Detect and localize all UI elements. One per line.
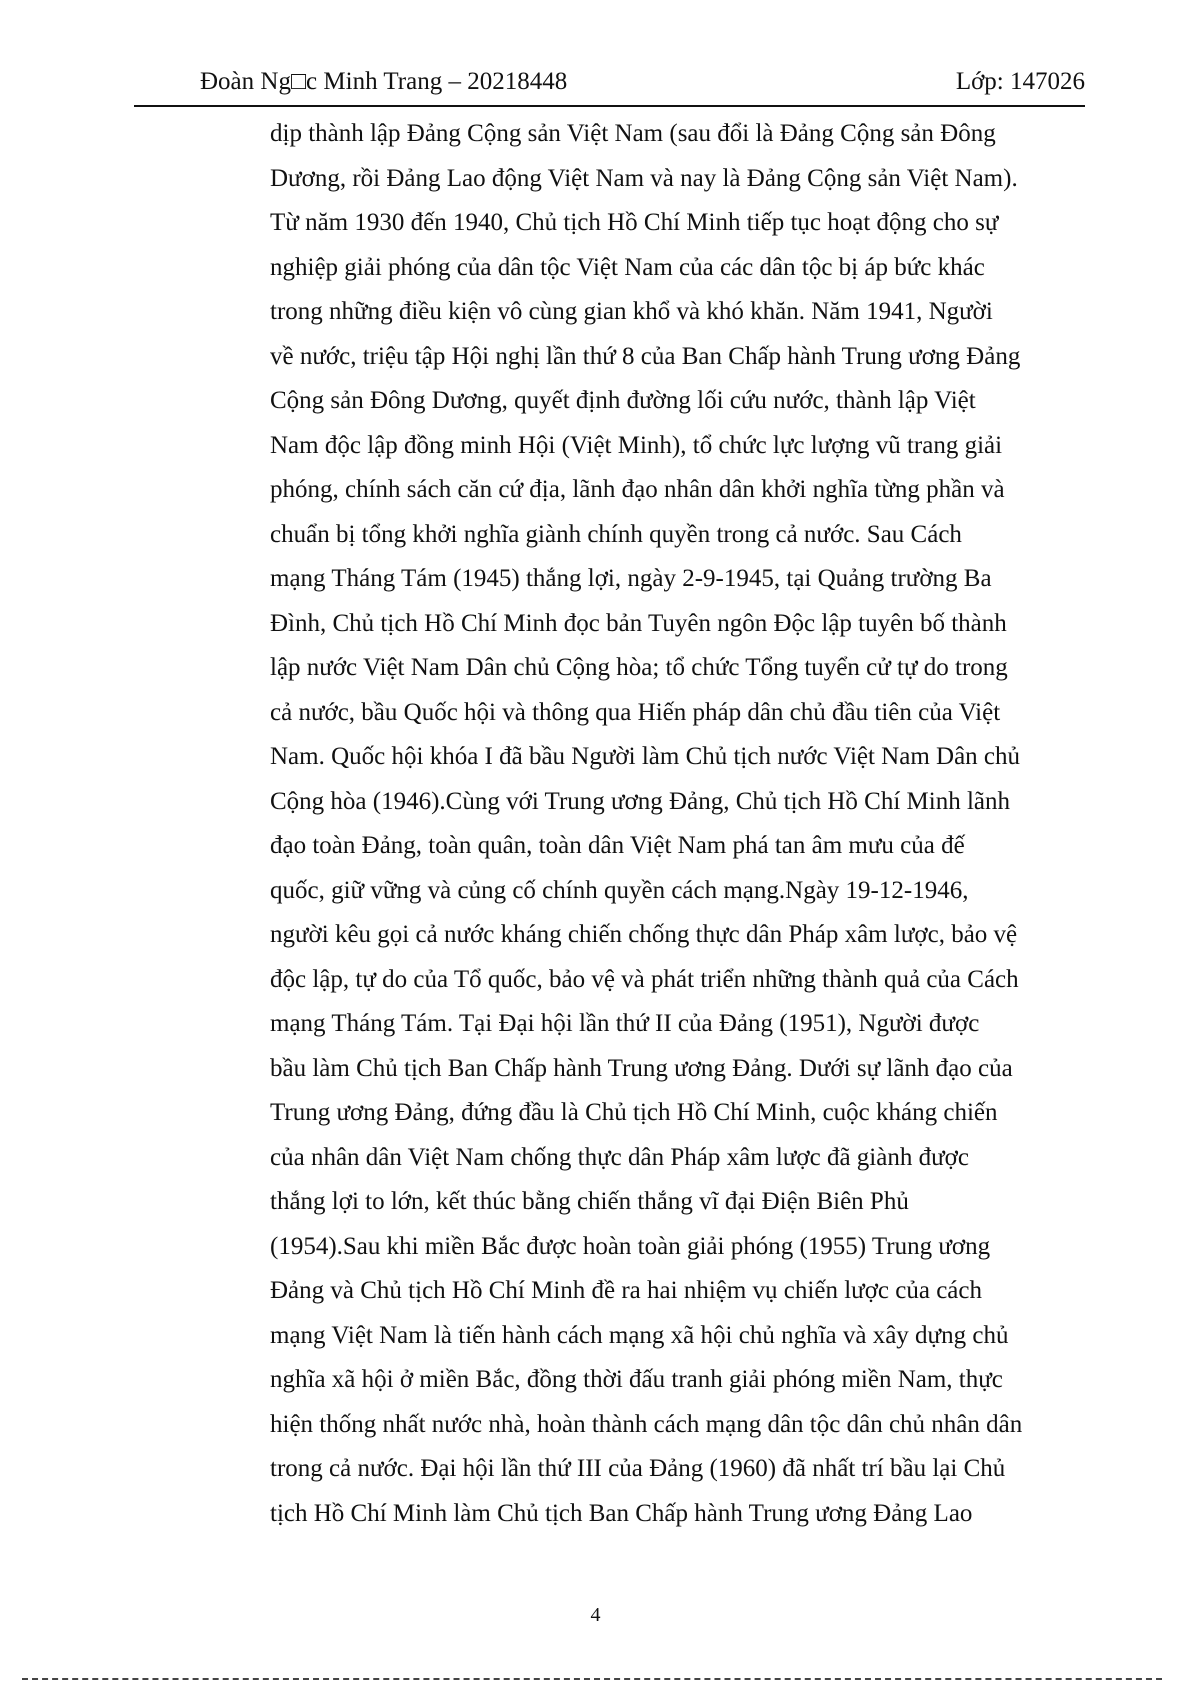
text-line: Cộng sản Đông Dương, quyết định đường lối cứu nước, thành lập Việt <box>270 387 976 414</box>
header-author: Đoàn Ng□c Minh Trang – 20218448 <box>200 68 568 95</box>
text-line: về nước, triệu tập Hội nghị lần thứ 8 của Ban Chấp hành Trung ương Đảng <box>270 342 1021 370</box>
text-line: Cộng hòa (1946).Cùng với Trung ương Đảng, Chủ tịch Hồ Chí Minh lãnh <box>270 787 1011 815</box>
text-line: phóng, chính sách căn cứ địa, lãnh đạo nhân dân khởi nghĩa từng phần và <box>270 476 1005 503</box>
text-line: thắng lợi to lớn, kết thúc bằng chiến thắng vĩ đại Điện Biên Phủ <box>270 1188 909 1215</box>
text-line: Từ năm 1930 đến 1940, Chủ tịch Hồ Chí Minh tiếp tục hoạt động cho sự <box>270 209 999 236</box>
text-line: trong những điều kiện vô cùng gian khổ và khó khăn. Năm 1941, Người <box>270 298 993 325</box>
text-line: Dương, rồi Đảng Lao động Việt Nam và nay là Đảng Cộng sản Việt Nam). <box>270 164 1018 192</box>
text-line: Đình, Chủ tịch Hồ Chí Minh đọc bản Tuyên ngôn Độc lập tuyên bố thành <box>270 609 1007 637</box>
page-header <box>134 63 1085 107</box>
text-line: dịp thành lập Đảng Cộng sản Việt Nam (sau đổi là Đảng Cộng sản Đông <box>270 120 996 147</box>
text-line: (1954).Sau khi miền Bắc được hoàn toàn giải phóng (1955) Trung ương <box>270 1232 991 1260</box>
text-line: chuẩn bị tổng khởi nghĩa giành chính quyền trong cả nước. Sau Cách <box>270 520 962 548</box>
body-text <box>270 112 1060 1536</box>
text-line: tịch Hồ Chí Minh làm Chủ tịch Ban Chấp hành Trung ương Đảng Lao <box>270 1499 973 1527</box>
text-line: mạng Việt Nam là tiến hành cách mạng xã hội chủ nghĩa và xây dựng chủ <box>270 1321 1009 1349</box>
text-line: quốc, giữ vững và củng cố chính quyền cách mạng.Ngày 19-12-1946, <box>270 876 969 904</box>
text-line: Trung ương Đảng, đứng đầu là Chủ tịch Hồ Chí Minh, cuộc kháng chiến <box>270 1099 998 1126</box>
text-line: cả nước, bầu Quốc hội và thông qua Hiến pháp dân chủ đầu tiên của Việt <box>270 698 1001 726</box>
page-number: 4 <box>590 1604 601 1626</box>
text-line: mạng Tháng Tám. Tại Đại hội lần thứ II của Đảng (1951), Người được <box>270 1010 980 1037</box>
text-line: Nam. Quốc hội khóa I đã bầu Người làm Chủ tịch nước Việt Nam Dân chủ <box>270 743 1021 770</box>
text-line: trong cả nước. Đại hội lần thứ III của Đảng (1960) đã nhất trí bầu lại Chủ <box>270 1455 1006 1482</box>
header-class: Lớp: 147026 <box>955 68 1085 95</box>
text-line: hiện thống nhất nước nhà, hoàn thành cách mạng dân tộc dân chủ nhân dân <box>270 1410 1023 1438</box>
text-line: mạng Tháng Tám (1945) thắng lợi, ngày 2-9-1945, tại Quảng trường Ba <box>270 565 992 592</box>
text-line: người kêu gọi cả nước kháng chiến chống thực dân Pháp xâm lược, bảo vệ <box>270 921 1018 948</box>
text-line: Đảng và Chủ tịch Hồ Chí Minh đề ra hai nhiệm vụ chiến lược của cách <box>270 1277 982 1304</box>
text-line: nghĩa xã hội ở miền Bắc, đồng thời đấu tranh giải phóng miền Nam, thực <box>270 1366 1003 1393</box>
text-line: lập nước Việt Nam Dân chủ Cộng hòa; tổ chức Tổng tuyển cử tự do trong <box>270 654 1008 681</box>
text-line: Nam độc lập đồng minh Hội (Việt Minh), tổ chức lực lượng vũ trang giải <box>270 431 1003 459</box>
text-line: độc lập, tự do của Tổ quốc, bảo vệ và phát triển những thành quả của Cách <box>270 965 1019 993</box>
text-line: nghiệp giải phóng của dân tộc Việt Nam của các dân tộc bị áp bức khác <box>270 253 985 281</box>
bottom-rule <box>22 1678 1162 1680</box>
text-line: bầu làm Chủ tịch Ban Chấp hành Trung ương Đảng. Dưới sự lãnh đạo của <box>270 1054 1013 1082</box>
text-line: của nhân dân Việt Nam chống thực dân Pháp xâm lược đã giành được <box>270 1143 969 1171</box>
text-line: đạo toàn Đảng, toàn quân, toàn dân Việt Nam phá tan âm mưu của đế <box>270 832 965 859</box>
